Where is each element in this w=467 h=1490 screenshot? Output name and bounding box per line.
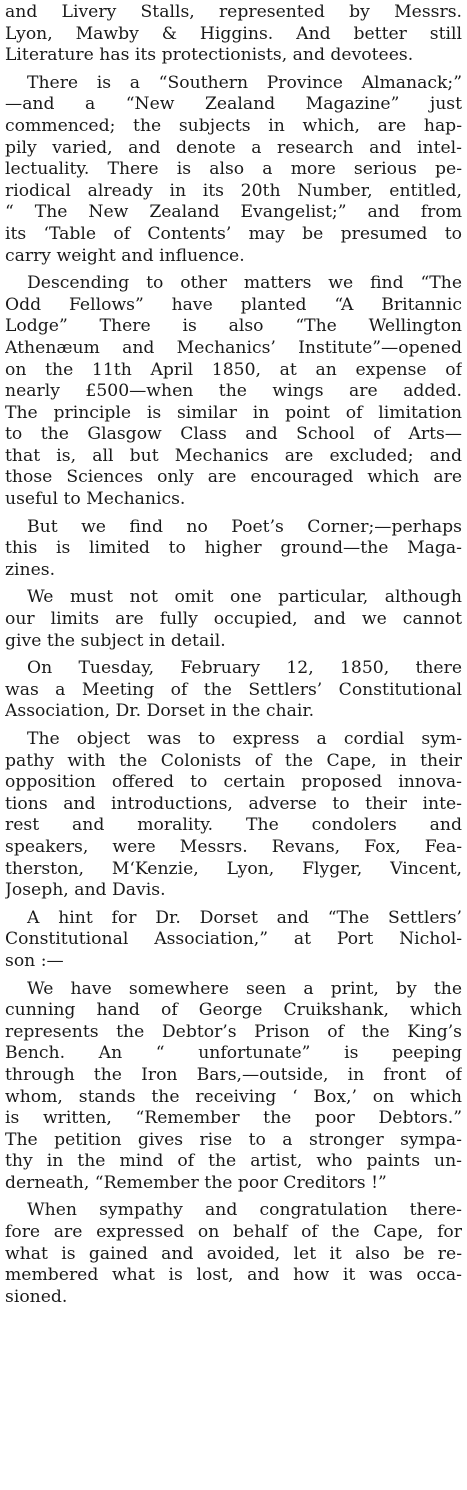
text-line: son :— — [5, 950, 64, 971]
text-line: derneath, “Remember the poor Creditors !” — [5, 1172, 387, 1193]
text-line: this is limited to higher ground—the Maga- — [5, 538, 462, 559]
text-line: useful to Mechanics. — [5, 489, 186, 510]
text-line: pathy with the Colonists of the Cape, in their — [5, 750, 462, 771]
text-line: cunning hand of George Cruikshank, which — [5, 1000, 462, 1021]
text-line: Lyon, Mawby & Higgins. And better still — [5, 23, 462, 44]
paragraph — [5, 73, 462, 267]
paragraph — [5, 729, 462, 902]
text-line: whom, stands the receiving ‘ Box,’ on which — [5, 1086, 462, 1107]
paragraph — [5, 587, 462, 652]
paragraph — [5, 2, 462, 67]
text-line: through the Iron Bars,—outside, in front of — [5, 1064, 462, 1085]
text-line: We must not omit one particular, although — [27, 587, 462, 608]
text-line: opposition offered to certain proposed innova- — [5, 772, 462, 793]
article-page — [5, 2, 462, 1308]
text-line: The petition gives rise to a stronger sympa- — [5, 1129, 462, 1150]
text-line: There is a “Southern Province Almanack;” — [27, 72, 462, 93]
text-line: A hint for Dr. Dorset and “The Settlers’ — [27, 907, 462, 928]
text-line: Lodge” There is also “The Wellington — [5, 316, 462, 337]
paragraph — [5, 273, 462, 511]
text-line: represents the Debtor’s Prison of the King’s — [5, 1021, 462, 1042]
text-line: commenced; the subjects in which, are hap- — [5, 115, 462, 136]
text-line: Literature has its protectionists, and devotees. — [5, 45, 414, 66]
text-line: Odd Fellows” have planted “A Britannic — [5, 294, 462, 315]
text-line: zines. — [5, 559, 56, 580]
text-line: nearly £500—when the wings are added. — [5, 381, 462, 402]
text-line: riodical already in its 20th Number, entitled, — [5, 180, 462, 201]
text-line: to the Glasgow Class and School of Arts— — [5, 424, 462, 445]
text-line: was a Meeting of the Settlers’ Constitutional — [5, 679, 462, 700]
text-line: But we find no Poet’s Corner;—perhaps — [27, 516, 462, 537]
text-line: thy in the mind of the artist, who paints un- — [5, 1151, 462, 1172]
text-line: is written, “Remember the poor Debtors.” — [5, 1108, 462, 1129]
text-line: Descending to other matters we find “The — [27, 273, 462, 294]
text-line: therston, M‘Kenzie, Lyon, Flyger, Vincent, — [5, 858, 462, 879]
text-line: The object was to express a cordial sym- — [27, 729, 462, 749]
text-line: tions and introductions, adverse to their inte- — [5, 793, 462, 814]
paragraph — [5, 908, 462, 973]
text-line: what is gained and avoided, let it also be re- — [5, 1243, 462, 1264]
paragraph — [5, 658, 462, 723]
text-line: Constitutional Association,” at Port Nichol- — [5, 929, 462, 950]
text-line: our limits are fully occupied, and we cannot — [5, 609, 462, 630]
text-line: its ‘Table of Contents’ may be presumed to — [5, 223, 462, 244]
text-line: pily varied, and denote a research and intel- — [5, 137, 462, 158]
text-line: The principle is similar in point of limitation — [5, 402, 462, 423]
text-line: Bench. An “ unfortunate” is peeping — [5, 1043, 462, 1064]
text-line: and Livery Stalls, represented by Messrs. — [5, 2, 462, 22]
text-line: rest and morality. The condolers and — [5, 815, 462, 836]
text-line: We have somewhere seen a print, by the — [27, 978, 462, 999]
text-line: carry weight and influence. — [5, 245, 245, 266]
text-line: that is, all but Mechanics are excluded; and — [5, 445, 462, 466]
text-line: Association, Dr. Dorset in the chair. — [5, 701, 315, 722]
text-line: speakers, were Messrs. Revans, Fox, Fea- — [5, 836, 462, 857]
text-line: Joseph, and Davis. — [5, 880, 166, 901]
text-line: lectuality. There is also a more serious pe- — [5, 159, 462, 180]
text-line: When sympathy and congratulation there- — [27, 1200, 462, 1221]
text-line: on the 11th April 1850, at an expense of — [5, 359, 462, 380]
text-line: Athenæum and Mechanics’ Institute”—opened — [5, 337, 462, 358]
text-line: give the subject in detail. — [5, 630, 226, 651]
text-line: fore are expressed on behalf of the Cape, for — [5, 1222, 462, 1243]
paragraph — [5, 1200, 462, 1308]
text-line: those Sciences only are encouraged which are — [5, 467, 462, 488]
paragraph — [5, 979, 462, 1195]
text-line: “ The New Zealand Evangelist;” and from — [5, 202, 462, 223]
text-line: On Tuesday, February 12, 1850, there — [27, 658, 462, 679]
text-line: membered what is lost, and how it was occa- — [5, 1265, 462, 1286]
text-line: —and a “New Zealand Magazine” just — [5, 94, 462, 115]
text-line: sioned. — [5, 1286, 68, 1307]
paragraph — [5, 517, 462, 582]
